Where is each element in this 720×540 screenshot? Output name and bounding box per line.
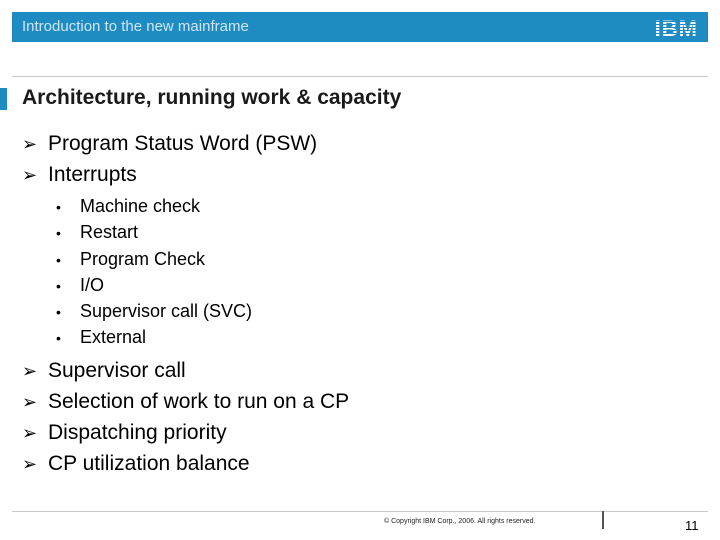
dot-bullet-icon: • (56, 225, 61, 242)
dot-bullet-icon: • (56, 330, 61, 347)
list-item (22, 386, 622, 417)
title-divider (12, 76, 708, 77)
list-item-text: Interrupts (48, 163, 137, 186)
arrow-bullet-icon: ➢ (22, 360, 38, 381)
sub-list-item (56, 272, 622, 298)
title-accent-bar (0, 88, 7, 110)
interrupt-sub-list (56, 193, 622, 351)
ibm-logo: IBM (654, 16, 698, 41)
sub-list-item (56, 324, 622, 350)
sub-list-item-text: External (80, 327, 147, 348)
sub-list-item-text: Supervisor call (SVC) (80, 301, 253, 322)
header-bar (12, 12, 708, 42)
list-item (22, 128, 622, 159)
dot-bullet-icon: • (56, 304, 61, 321)
arrow-bullet-icon: ➢ (22, 391, 38, 412)
list-item (22, 448, 622, 479)
sub-list-item (56, 219, 622, 245)
arrow-bullet-icon: ➢ (22, 165, 38, 185)
list-item-text: Program Status Word (PSW) (48, 132, 318, 155)
dot-bullet-icon: • (56, 277, 61, 294)
bullet-list (22, 128, 622, 479)
list-item-text: CP utilization balance (48, 451, 250, 475)
arrow-bullet-icon: ➢ (22, 134, 38, 154)
dot-bullet-icon: • (56, 199, 61, 215)
arrow-bullet-icon: ➢ (22, 453, 38, 474)
sub-list-item (56, 193, 622, 219)
list-item-text: Dispatching priority (48, 420, 227, 444)
list-item (22, 355, 622, 386)
sub-list-item (56, 246, 622, 272)
sub-list-item (56, 298, 622, 324)
arrow-bullet-icon: ➢ (22, 422, 38, 443)
list-item-text: Supervisor call (48, 358, 186, 382)
sub-list-item-text: Machine check (80, 196, 201, 216)
slide-title: Architecture, running work & capacity (22, 86, 402, 109)
footer-separator (602, 511, 604, 529)
list-item (22, 417, 622, 448)
page-number: 11 (685, 518, 699, 533)
sub-list-item-text: Restart (80, 222, 139, 243)
list-item-text: Selection of work to run on a CP (48, 389, 350, 413)
header-title: Introduction to the new mainframe (22, 18, 249, 35)
sub-list-item-text: Program Check (80, 248, 206, 269)
sub-list-item-text: I/O (80, 274, 105, 295)
dot-bullet-icon: • (56, 251, 61, 268)
copyright-notice: © Copyright IBM Corp., 2006. All rights reserved. (384, 518, 536, 525)
list-item (22, 159, 622, 190)
